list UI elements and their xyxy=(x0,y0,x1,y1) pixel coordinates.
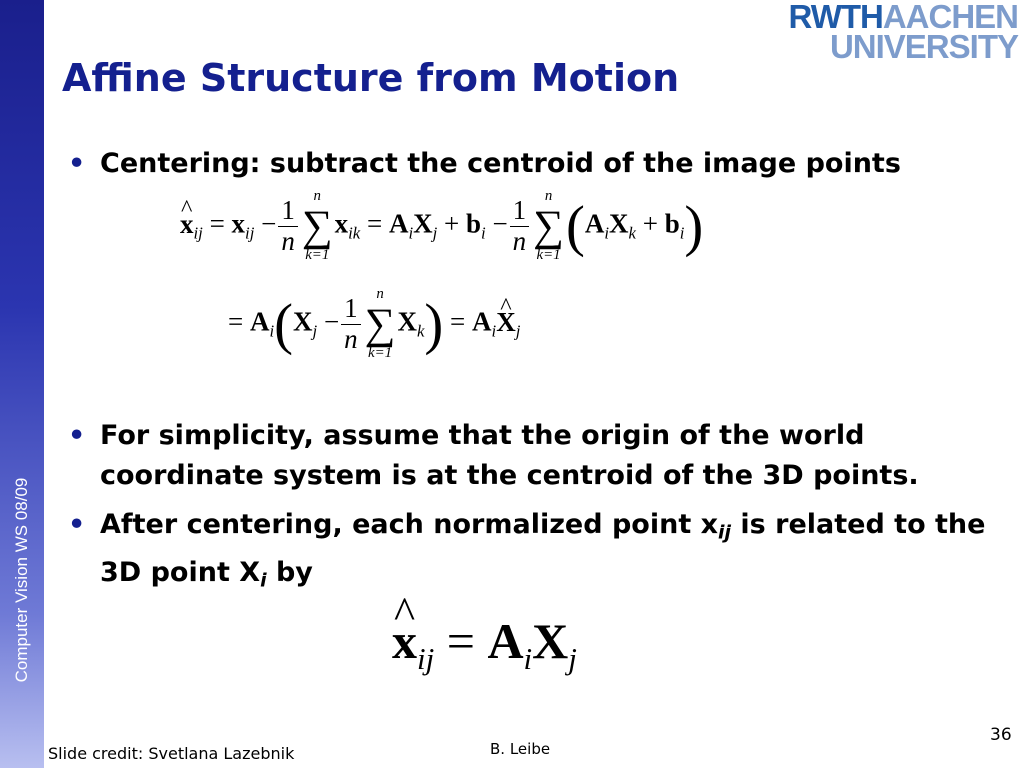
bullet-text: After centering, each normalized point $x_{ij}$ is related to the 3D point $X_i$ by xyxy=(100,509,986,592)
bullet-marker: • xyxy=(68,509,86,540)
bullet-marker: • xyxy=(68,148,86,179)
slide-title: Affine Structure from Motion xyxy=(62,56,680,100)
equation-centering-simplified: = $A_i(X_j$ − $\frac{1}{n}$ n ∑ k=1 $X_k$) = $A_i\^{}$ $X_j$ xyxy=(228,286,520,363)
logo-university: UNIVERSITY xyxy=(829,28,1018,65)
slide-author: B. Leibe xyxy=(490,740,551,758)
bullet-marker: • xyxy=(68,420,86,451)
logo-aachen: AACHEN xyxy=(882,0,1018,35)
bullet-text: Centering: subtract the centroid of the image points xyxy=(100,148,901,179)
course-label: Computer Vision WS 08/09 xyxy=(12,477,31,683)
equation-centering: ^ $x_{ij} = x_{ij}$ − $\frac{1}{n}$ n ∑ k=1 $x_{ik} = A_iX_j + b_i$ − $\frac{1}{n}$ n ∑ k=1 $(A_iX_k + b_i)$ xyxy=(180,188,703,265)
logo-rwth: RWTH xyxy=(788,0,883,35)
page-number: 36 xyxy=(990,725,1012,745)
equation-affine-projection: ^ $x_{ij} = A_iX_j$ xyxy=(392,612,577,677)
university-logo xyxy=(788,0,1018,65)
bullet-text: For simplicity, assume that the origin of the world coordinate system is at the centroid of the 3D points. xyxy=(100,420,919,491)
slide-credit: Slide credit: Svetlana Lazebnik xyxy=(48,744,295,763)
sidebar xyxy=(0,0,44,768)
